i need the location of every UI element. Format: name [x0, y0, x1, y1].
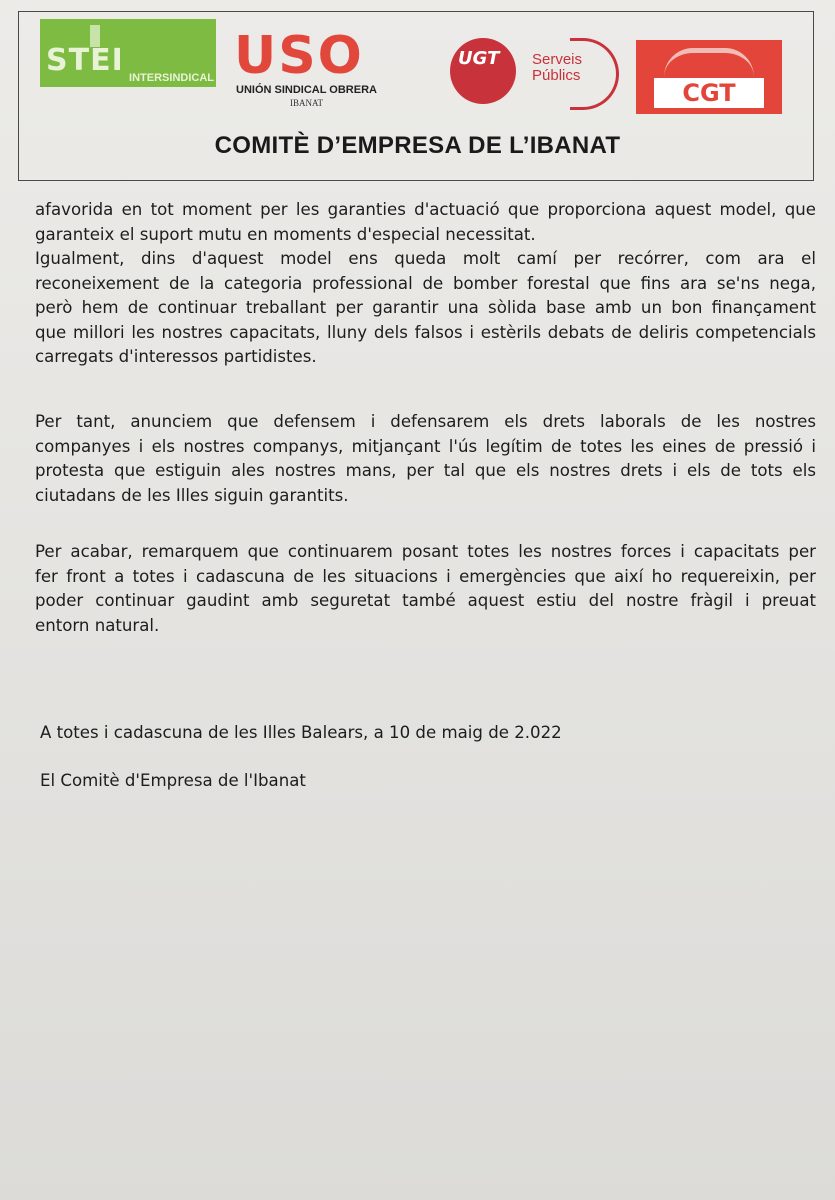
closing-date: A totes i cadascuna de les Illes Balears, a 10 de maig de 2.022	[40, 723, 562, 742]
text-line: reconeixement de la categoria professional de bomber forestal que fins ara se'ns nega,	[35, 273, 816, 293]
text-line: garanteix el suport mutu en moments d'especial necessitat.	[35, 224, 536, 244]
stei-logo-text: STEI	[46, 43, 124, 78]
paragraph-1	[35, 198, 816, 370]
text-line: entorn natural.	[35, 615, 160, 635]
uso-logo	[232, 26, 412, 106]
text-line: carregats d'interessos partidistes.	[35, 347, 317, 366]
stei-logo	[40, 19, 216, 87]
ugt-arc-icon	[570, 38, 619, 110]
text-line: ciutadans de les Illes siguin garantits.	[35, 485, 349, 505]
text-line: Per tant, anunciem que defensem i defensarem els drets laborals de les nostres	[35, 412, 816, 431]
page-title: COMITÈ D’EMPRESA DE L’IBANAT	[214, 132, 621, 159]
cgt-logo	[636, 40, 782, 114]
ugt-sub-line2: Públics	[532, 67, 581, 84]
text-line: però hem de continuar treballant per garantir una sòlida base amb un bon finançament	[35, 298, 816, 317]
paragraph-3	[35, 540, 816, 638]
text-line: poder continuar gaudint amb seguretat també aquest estiu del nostre fràgil i preuat	[35, 591, 816, 610]
uso-logo-subtext: UNIÓN SINDICAL OBRERA	[236, 84, 377, 96]
uso-logo-subtext2: IBANAT	[290, 98, 323, 108]
text-line: afavorida en tot moment per les garanties d'actuació que proporciona aquest model, que	[35, 200, 816, 219]
text-line: Igualment, dins d'aquest model ens queda molt camí per recórrer, com ara el	[35, 249, 816, 268]
ugt-sub-line1: Serveis	[532, 51, 583, 68]
signature: El Comitè d'Empresa de l'Ibanat	[40, 771, 306, 790]
text-line: fer front a totes i cadascuna de les situacions i emergències que així ho requereixin, per	[35, 566, 816, 586]
text-line: companyes i els nostres companys, mitjançant l'ús legítim de totes les eines de pressió i	[35, 436, 816, 456]
text-line: que millori les nostres capacitats, lluny dels falsos i estèrils debats de deliris competencials	[35, 322, 816, 342]
ugt-circle-icon	[450, 38, 516, 104]
paragraph-2	[35, 410, 816, 508]
cgt-logo-text: CGT	[654, 78, 764, 108]
ugt-logo	[450, 38, 620, 108]
ugt-logo-text: UGT	[458, 48, 500, 69]
uso-logo-text: USO	[234, 26, 364, 86]
text-line: protesta que estiguin ales nostres mans, per tal que els nostres drets i els de tots els	[35, 461, 816, 480]
cgt-hands-icon	[664, 48, 754, 77]
text-line: Per acabar, remarquem que continuarem posant totes les nostres forces i capacitats per	[35, 542, 816, 561]
stei-logo-subtext: INTERSINDICAL	[129, 72, 214, 84]
